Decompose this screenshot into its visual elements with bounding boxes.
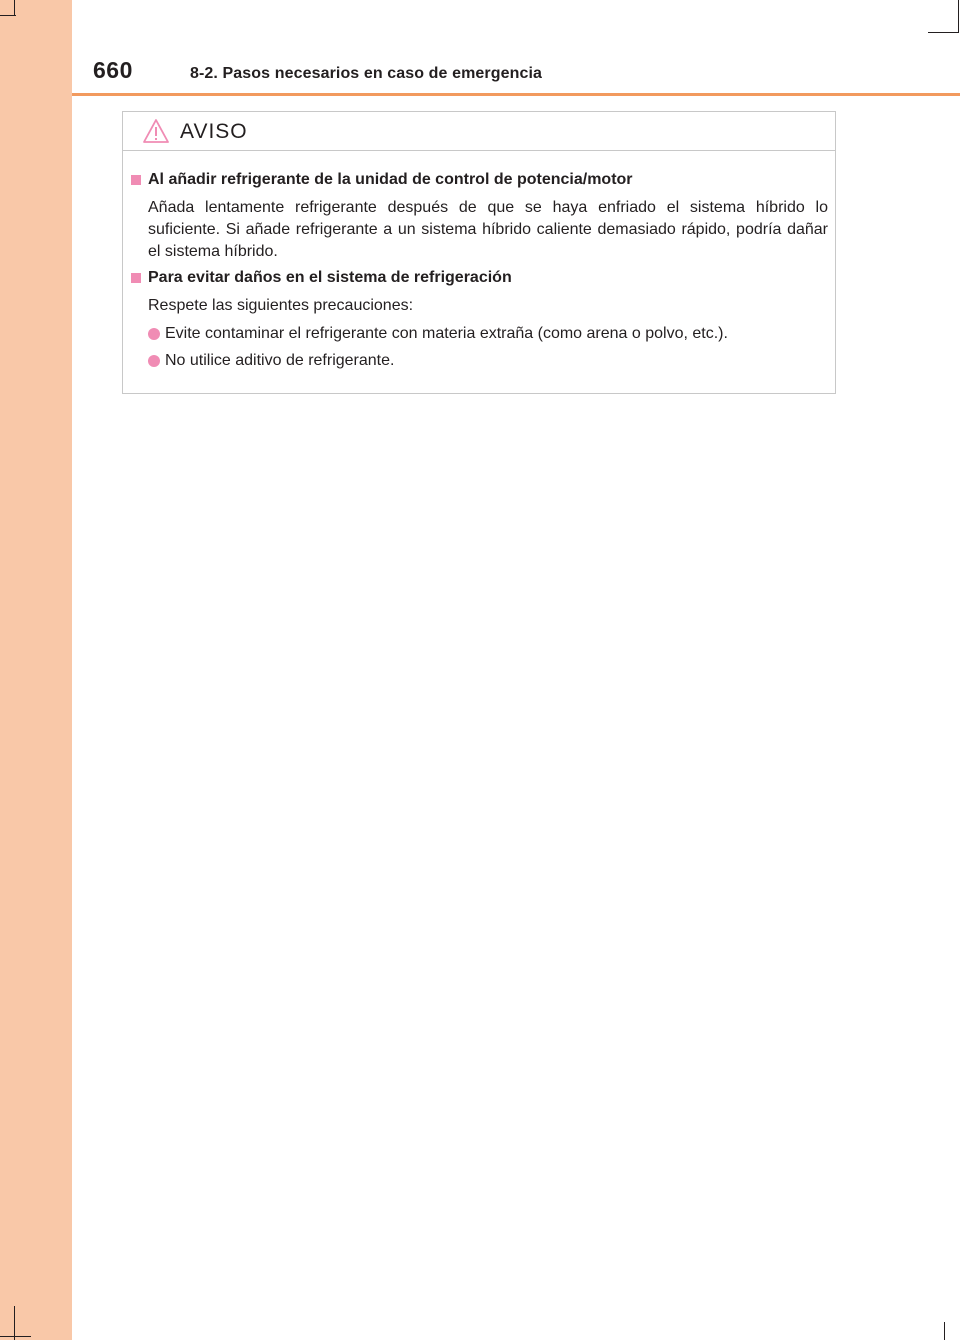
bullet-dot-1 xyxy=(148,328,160,340)
section-square-bullet-1 xyxy=(131,175,141,185)
crop-mark-bottom-right-vertical xyxy=(944,1322,945,1340)
warning-header xyxy=(123,112,835,151)
section-body-2: Respete las siguientes precauciones: xyxy=(148,297,414,314)
section-square-bullet-2 xyxy=(131,273,141,283)
crop-mark-top-left-horizontal xyxy=(0,15,16,16)
section-heading-1: Al añadir refrigerante de la unidad de control de potencia/motor xyxy=(148,171,633,188)
bullet-dot-2 xyxy=(148,355,160,367)
crop-mark-top-left-vertical xyxy=(14,0,15,16)
header-rule xyxy=(72,93,960,96)
crop-mark-bottom-left-vertical xyxy=(14,1306,15,1340)
section-heading-2: Para evitar daños en el sistema de refrigeración xyxy=(148,269,512,286)
warning-triangle-icon xyxy=(142,118,170,144)
side-margin-strip xyxy=(0,0,72,1340)
crop-mark-top-right-horizontal xyxy=(928,32,959,33)
crop-mark-bottom-left-horizontal xyxy=(0,1336,31,1337)
bullet-item-1: Evite contaminar el refrigerante con materia extraña (como arena o polvo, etc.). xyxy=(165,325,728,342)
section-title: 8-2. Pasos necesarios en caso de emergencia xyxy=(190,65,543,82)
page-number: 660 xyxy=(93,57,133,83)
warning-title: AVISO xyxy=(180,120,248,143)
warning-box xyxy=(122,111,836,394)
section-body-1: Añada lentamente refrigerante después de que se haya enfriado el sistema híbrido lo suficiente. Si añade refrigerante a un sistema híbrido caliente demasiado rápido, podría dañar el sistema híbrido. xyxy=(148,199,828,260)
bullet-item-2: No utilice aditivo de refrigerante. xyxy=(165,352,395,369)
crop-mark-top-right-vertical xyxy=(958,0,959,33)
